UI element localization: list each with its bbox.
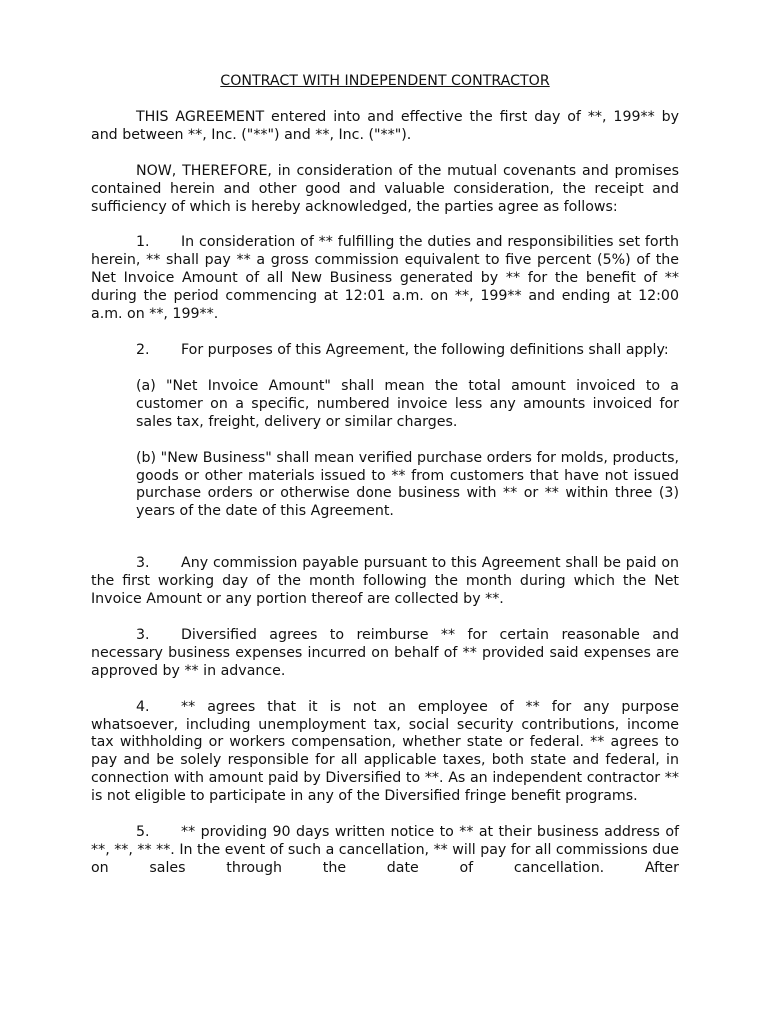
document-title: CONTRACT WITH INDEPENDENT CONTRACTOR	[220, 73, 550, 89]
section-text: For purposes of this Agreement, the following definitions shall apply:	[181, 341, 669, 358]
section-number: 2.	[136, 341, 150, 358]
contract-body	[91, 73, 679, 896]
recital-paragraph: NOW, THEREFORE, in consideration of the mutual covenants and promises contained herein and other good and valuable consideration, the receipt and sufficiency of which is hereby acknowledged, the parties agree as follows:	[91, 162, 679, 215]
definition-b: (b) "New Business" shall mean verified purchase orders for molds, products, goods or other materials issued to ** from customers that have not issued purchase orders or otherwise done business with ** or ** within three (3) years of the date of this Agreement.	[136, 449, 679, 520]
section-text: ** providing 90 days written notice to ** at their business address of **, **, ** **. In the event of such a cancellation, ** will pay for all commissions due on sales through the date of cancellation. After	[91, 824, 680, 876]
section-3-expenses	[91, 627, 679, 681]
section-4	[91, 699, 679, 806]
section-number: 1.	[136, 234, 150, 251]
intro-paragraph: THIS AGREEMENT entered into and effective the first day of **, 199** by and between **, Inc. ("**") and **, Inc. ("**").	[91, 108, 679, 143]
section-text: Diversified agrees to reimburse ** for certain reasonable and necessary business expenses incurred on behalf of ** provided said expenses are approved by ** in advance.	[91, 626, 679, 679]
definition-a: (a) "Net Invoice Amount" shall mean the total amount invoiced to a customer on a specific, numbered invoice less any amounts invoiced for sales tax, freight, delivery or similar charges.	[136, 377, 679, 430]
section-number: 5.	[136, 824, 150, 841]
section-3-payment	[91, 555, 679, 609]
section-text: Any commission payable pursuant to this Agreement shall be paid on the first working day of the month following the month during which the Net Invoice Amount or any portion thereof are collected by **.	[91, 555, 679, 608]
section-text: ** agrees that it is not an employee of ** for any purpose whatsoever, including unemployment tax, social security contributions, income tax withholding or workers compensation, whether state or federal. ** agrees to pay and be solely responsible for all applicable taxes, both state and federal, in connection with amount paid by Diversified to **. As an independent contractor ** is not eligible to participate in any of the Diversified fringe benefit programs.	[91, 698, 679, 805]
section-5	[91, 824, 679, 878]
section-1	[91, 234, 679, 324]
section-2	[91, 342, 679, 360]
section-text: In consideration of ** fulfilling the duties and responsibilities set forth herein, ** shall pay ** a gross commission equivalent to five percent (5%) of the Net Invoice Amount of all New Business generated by ** for the benefit of ** during the period commencing at 12:01 a.m. on **, 199** and ending at 12:00 a.m. on **, 199**.	[91, 234, 679, 323]
section-number: 3.	[136, 626, 150, 643]
section-number: 3.	[136, 555, 150, 572]
section-number: 4.	[136, 698, 150, 715]
